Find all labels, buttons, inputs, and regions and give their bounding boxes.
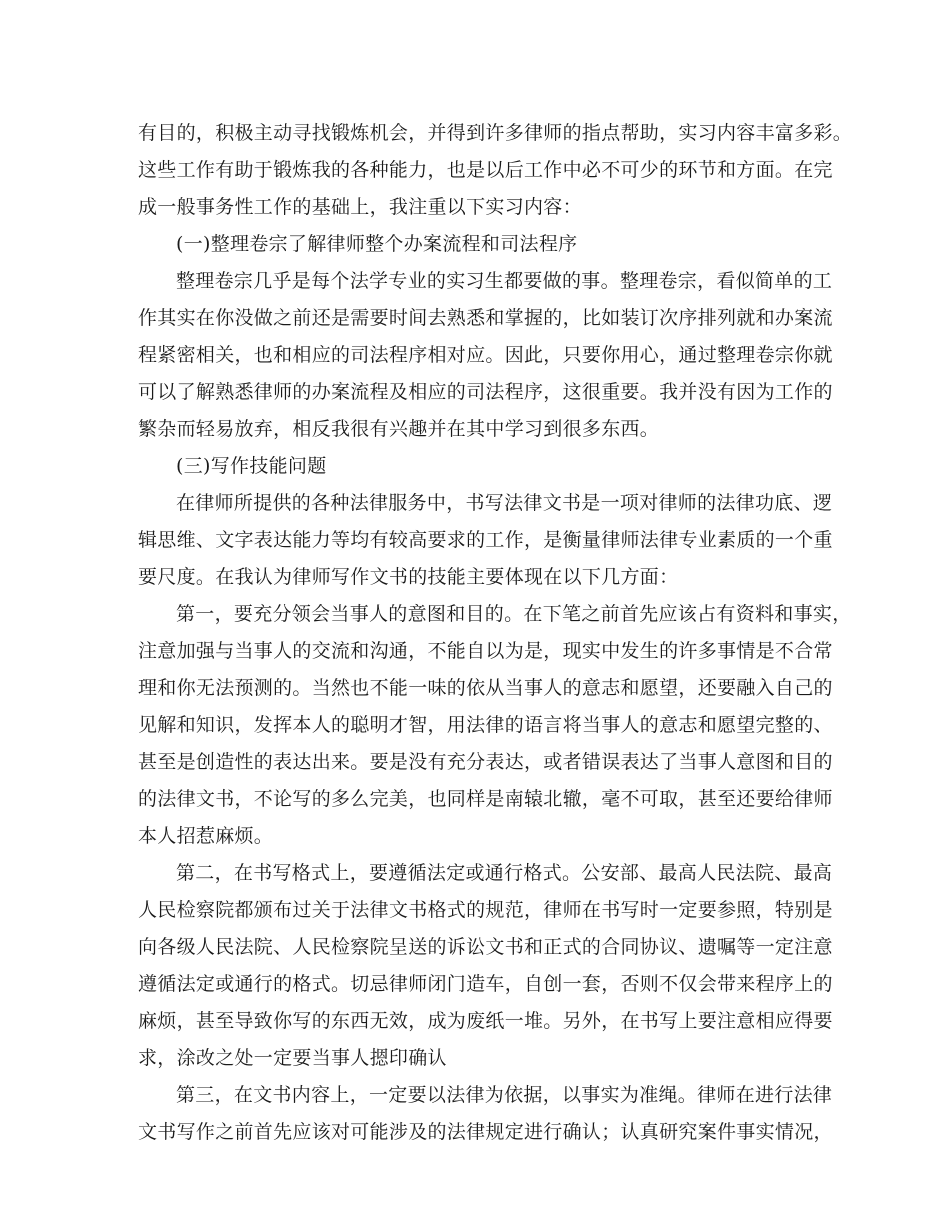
paragraph-first-line: 第二，在书写格式上，要遵循法定或通行格式。公安部、最高人民法院、最高 <box>176 862 833 884</box>
paragraph-line: 文书写作之前首先应该对可能涉及的法律规定进行确认；认真研究案件事实情况， <box>138 1121 833 1143</box>
paragraph-line: 注意加强与当事人的交流和沟通，不能自以为是，现实中发生的许多事情是不合常 <box>138 640 833 662</box>
paragraph-line: 有目的，积极主动寻找锻炼机会，并得到许多律师的指点帮助，实习内容丰富多彩。 <box>138 122 853 144</box>
paragraph-line: 遵循法定或通行的格式。切忌律师闭门造车，自创一套，否则不仅会带来程序上的 <box>138 973 833 995</box>
paragraph-first-line: (三)写作技能问题 <box>176 455 327 477</box>
paragraph-line: 这些工作有助于锻炼我的各种能力，也是以后工作中必不可少的环节和方面。在完 <box>138 159 833 181</box>
paragraph-line: 程紧密相关，也和相应的司法程序相对应。因此，只要你用心，通过整理卷宗你就 <box>138 344 833 366</box>
paragraph-line: 成一般事务性工作的基础上，我注重以下实习内容： <box>138 196 582 218</box>
paragraph-line: 人民检察院都颁布过关于法律文书格式的规范，律师在书写时一定要参照，特别是 <box>138 899 833 921</box>
paragraph-first-line: 在律师所提供的各种法律服务中，书写法律文书是一项对律师的法律功底、逻 <box>176 492 833 514</box>
paragraph-line: 见解和知识，发挥本人的聪明才智，用法律的语言将当事人的意志和愿望完整的、 <box>138 714 833 736</box>
paragraph-line: 求，涂改之处一定要当事人摁印确认 <box>138 1047 447 1069</box>
paragraph-line: 理和你无法预测的。当然也不能一味的依从当事人的意志和愿望，还要融入自己的 <box>138 677 833 699</box>
paragraph-line: 要尺度。在我认为律师写作文书的技能主要体现在以下几方面： <box>138 566 679 588</box>
paragraph-line: 向各级人民法院、人民检察院呈送的诉讼文书和正式的合同协议、遗嘱等一定注意 <box>138 936 833 958</box>
paragraph-first-line: 第三，在文书内容上，一定要以法律为依据，以事实为准绳。律师在进行法律 <box>176 1084 833 1106</box>
paragraph-line: 辑思维、文字表达能力等均有较高要求的工作，是衡量律师法律专业素质的一个重 <box>138 529 833 551</box>
paragraph-first-line: 第一，要充分领会当事人的意图和目的。在下笔之前首先应该占有资料和事实， <box>176 603 852 625</box>
paragraph-line: 麻烦，甚至导致你写的东西无效，成为废纸一堆。另外，在书写上要注意相应得要 <box>138 1010 833 1032</box>
paragraph-line: 可以了解熟悉律师的办案流程及相应的司法程序，这很重要。我并没有因为工作的 <box>138 381 833 403</box>
paragraph-line: 甚至是创造性的表达出来。要是没有充分表达，或者错误表达了当事人意图和目的 <box>138 751 833 773</box>
paragraph-first-line: 整理卷宗几乎是每个法学专业的实习生都要做的事。整理卷宗，看似简单的工 <box>176 270 833 292</box>
paragraph-line: 繁杂而轻易放弃，相反我很有兴趣并在其中学习到很多东西。 <box>138 418 660 440</box>
paragraph-first-line: (一)整理卷宗了解律师整个办案流程和司法程序 <box>176 233 578 255</box>
document-body <box>138 115 853 1151</box>
paragraph-line: 的法律文书，不论写的多么完美，也同样是南辕北辙，毫不可取，甚至还要给律师 <box>138 788 833 810</box>
paragraph-line: 作其实在你没做之前还是需要时间去熟悉和掌握的，比如装订次序排列就和办案流 <box>138 307 833 329</box>
paragraph-line: 本人招惹麻烦。 <box>138 825 274 847</box>
